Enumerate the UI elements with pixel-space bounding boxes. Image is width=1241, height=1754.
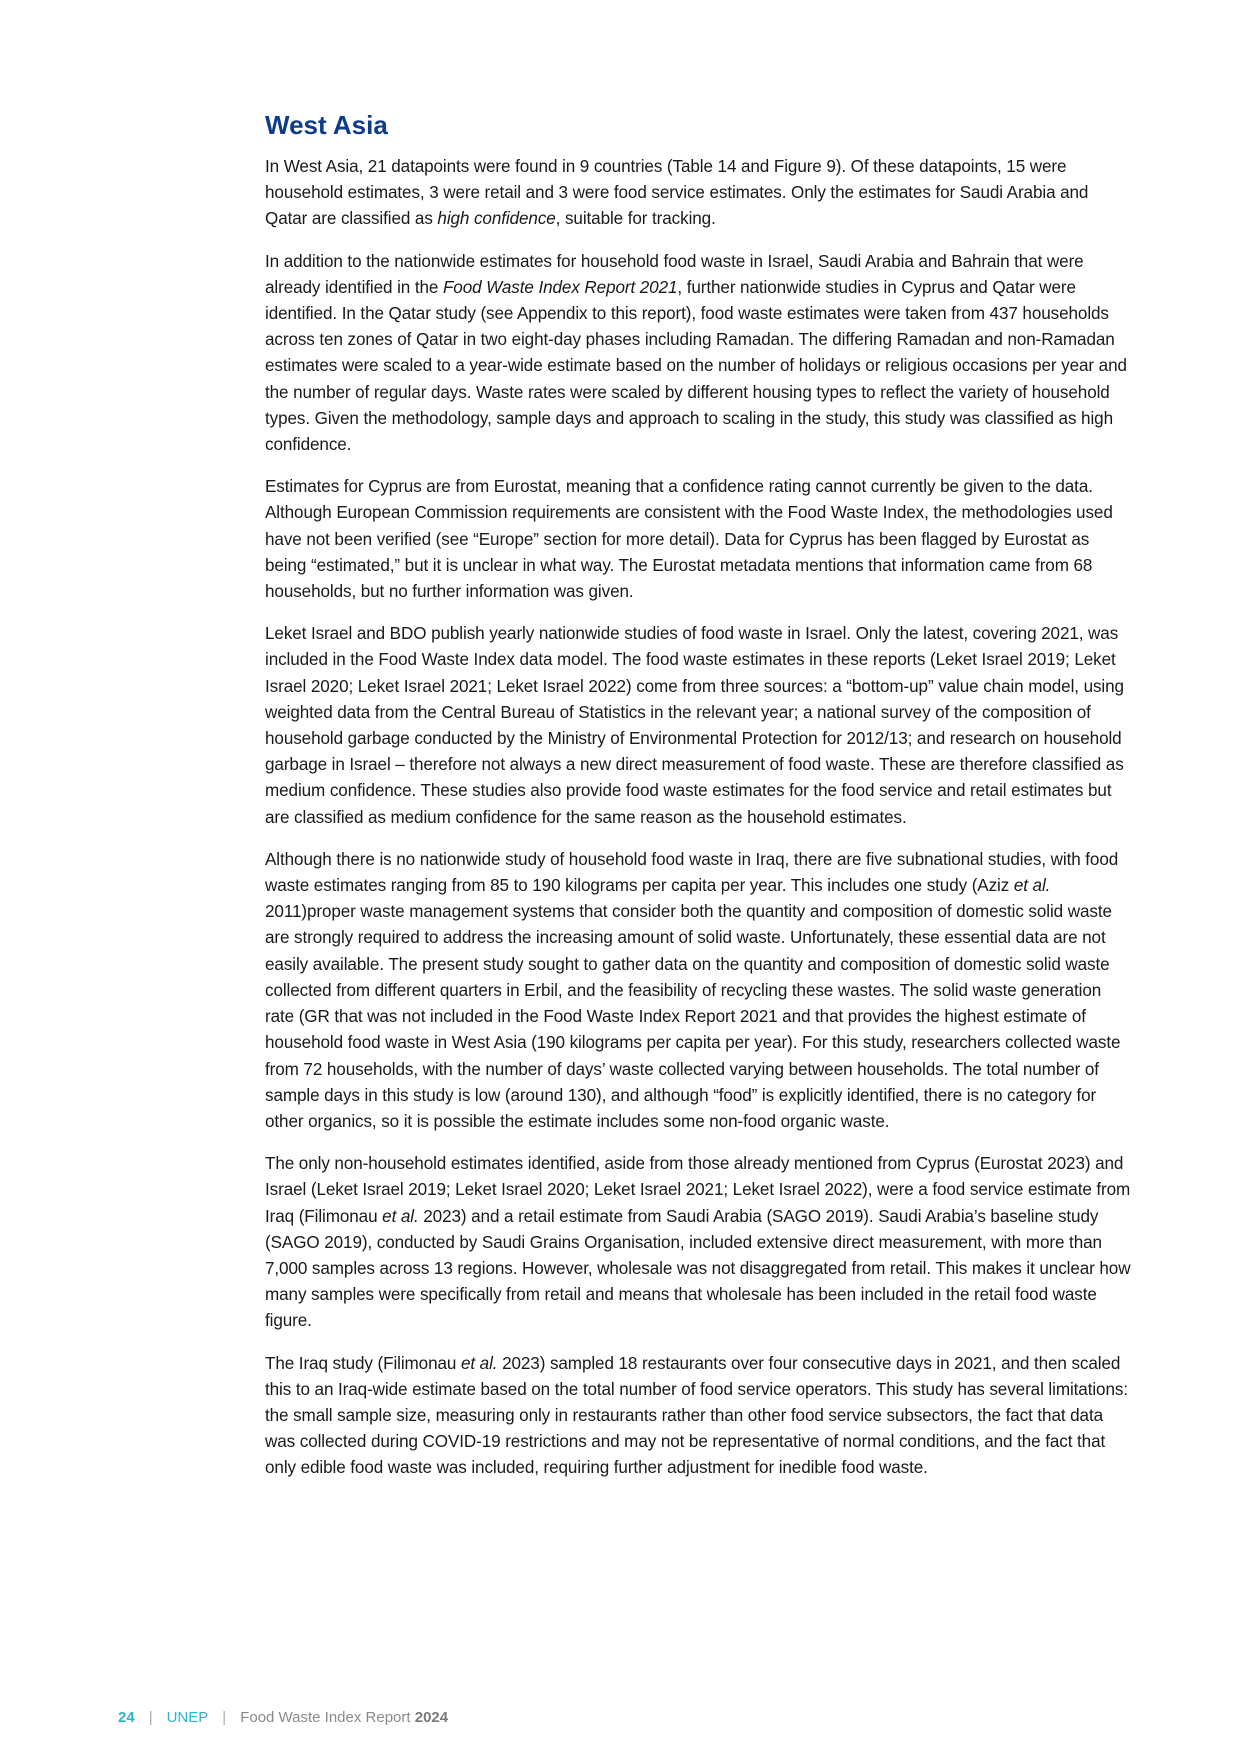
paragraph-text: 2023) and a retail estimate from Saudi Arabia (SAGO 2019). Saudi Arabia’s baseline study (SAGO 2019), conducted by Saudi Grains Organisation, included extensive direct measurement, with more than 7,000 samples across 13 regions. However, wholesale was not disaggregated from retail. This makes it unclear how many samples were specifically from retail and means that wholesale has been included in the retail food waste figure.	[265, 1206, 1131, 1331]
body-paragraph	[265, 847, 1133, 1135]
paragraph-text: Although there is no nationwide study of household food waste in Iraq, there are five subnational studies, with food waste estimates ranging from 85 to 190 kilograms per capita per year. This includes one study (Aziz	[265, 849, 1119, 896]
paragraph-text: Leket Israel and BDO publish yearly nationwide studies of food waste in Israel. Only the latest, covering 2021, was included in the Food Waste Index data model. The food waste estimates in these reports (Leket Israel 2019; Leket Israel 2020; Leket Israel 2021; Leket Israel 2022) come from three sources: a “bottom-up” value chain model, using weighted data from the Central Bureau of Statistics in the relevant year; a national survey of the composition of household garbage conducted by the Ministry of Environmental Protection for 2012/13; and research on household garbage in Israel – therefore not always a new direct measurement of food waste. These are therefore classified as medium confidence. These studies also provide food waste estimates for the food service and retail estimates but are classified as medium confidence for the same reason as the household estimates.	[265, 624, 1124, 827]
paragraph-text: The Iraq study (Filimonau	[265, 1353, 461, 1373]
italic-text: Food Waste Index Report 2021	[442, 277, 678, 297]
italic-text: et al.	[1013, 876, 1051, 896]
paragraph-text: Estimates for Cyprus are from Eurostat, meaning that a confidence rating cannot currently be given to the data. Although European Commission requirements are consistent with the Food Waste Index, the methodologies used have not been verified (see “Europe” section for more detail). Data for Cyprus has been flagged by Eurostat as being “estimated,” but it is unclear in what way. The Eurostat metadata mentions that information came from 68 households, but no further information was given.	[265, 477, 1113, 602]
page-number: 24	[118, 1709, 135, 1726]
body-paragraph	[265, 154, 1133, 233]
paragraph-text: 2023) sampled 18 restaurants over four consecutive days in 2021, and then scaled this to an Iraq-wide estimate based on the total number of food service operators. This study has several limitations: the small sample size, measuring only in restaurants rather than other food service subsectors, the fact that data was collected during COVID-19 restrictions and may not be representative of normal conditions, and the fact that only edible food waste was included, requiring further adjustment for inedible food waste.	[265, 1353, 1128, 1478]
main-content	[265, 108, 1133, 1498]
paragraph-text: 2011)proper waste management systems that consider both the quantity and composition of domestic solid waste are strongly required to address the increasing amount of solid waste. Unfortunately, these essential data are not easily available. The present study sought to gather data on the quantity and composition of domestic solid waste collected from different quarters in Erbil, and the feasibility of recycling these wastes. The solid waste generation rate (GR that was not included in the Food Waste Index Report 2021 and that provides the highest estimate of household food waste in West Asia (190 kilograms per capita per year). For this study, researchers collected waste from 72 households, with the number of days’ waste collected varying between households. The total number of sample days in this study is low (around 130), and although “food” is explicitly identified, there is no category for other organics, so it is possible the estimate includes some non-food organic waste.	[265, 902, 1121, 1131]
paragraph-text: , further nationwide studies in Cyprus and Qatar were identified. In the Qatar study (see Appendix to this report), food waste estimates were taken from 437 households across ten zones of Qatar in two eight-day phases including Ramadan. The differing Ramadan and non-Ramadan estimates were scaled to a year-wide estimate based on the number of holidays or religious occasions per year and the number of regular days. Waste rates were scaled by different housing types to reflect the variety of household types. Given the methodology, sample days and approach to scaling in the study, this study was classified as high confidence.	[265, 277, 1127, 455]
body-paragraph	[265, 474, 1133, 605]
body-paragraph	[265, 1151, 1133, 1334]
italic-text: et al.	[460, 1353, 498, 1373]
body-text	[265, 154, 1133, 1482]
body-paragraph	[265, 1351, 1133, 1482]
section-heading: West Asia	[265, 110, 388, 140]
footer-report-year: 2024	[414, 1709, 449, 1726]
italic-text: high confidence	[437, 209, 556, 229]
italic-text: et al.	[382, 1206, 419, 1226]
paragraph-text: In West Asia, 21 datapoints were found in 9 countries (Table 14 and Figure 9). Of these datapoints, 15 were household estimates, 3 were retail and 3 were food service estimates. Only the estimates for Saudi Arabia and Qatar are classified as	[265, 157, 1089, 229]
paragraph-text: The only non-household estimates identified, aside from those already mentioned from Cyprus (Eurostat 2023) and Israel (Leket Israel 2019; Leket Israel 2020; Leket Israel 2021; Leket Israel 2022), were a food service estimate from Iraq (Filimonau	[265, 1154, 1131, 1226]
paragraph-text: , suitable for tracking.	[555, 209, 716, 229]
footer-org: UNEP	[166, 1709, 209, 1726]
page-footer	[118, 1708, 448, 1728]
footer-report-title: Food Waste Index Report	[240, 1709, 411, 1726]
footer-separator: |	[222, 1709, 227, 1726]
footer-separator: |	[148, 1709, 153, 1726]
paragraph-text: In addition to the nationwide estimates for household food waste in Israel, Saudi Arabia and Bahrain that were already identified in the	[265, 251, 1084, 297]
body-paragraph	[265, 621, 1133, 831]
body-paragraph	[265, 249, 1133, 459]
